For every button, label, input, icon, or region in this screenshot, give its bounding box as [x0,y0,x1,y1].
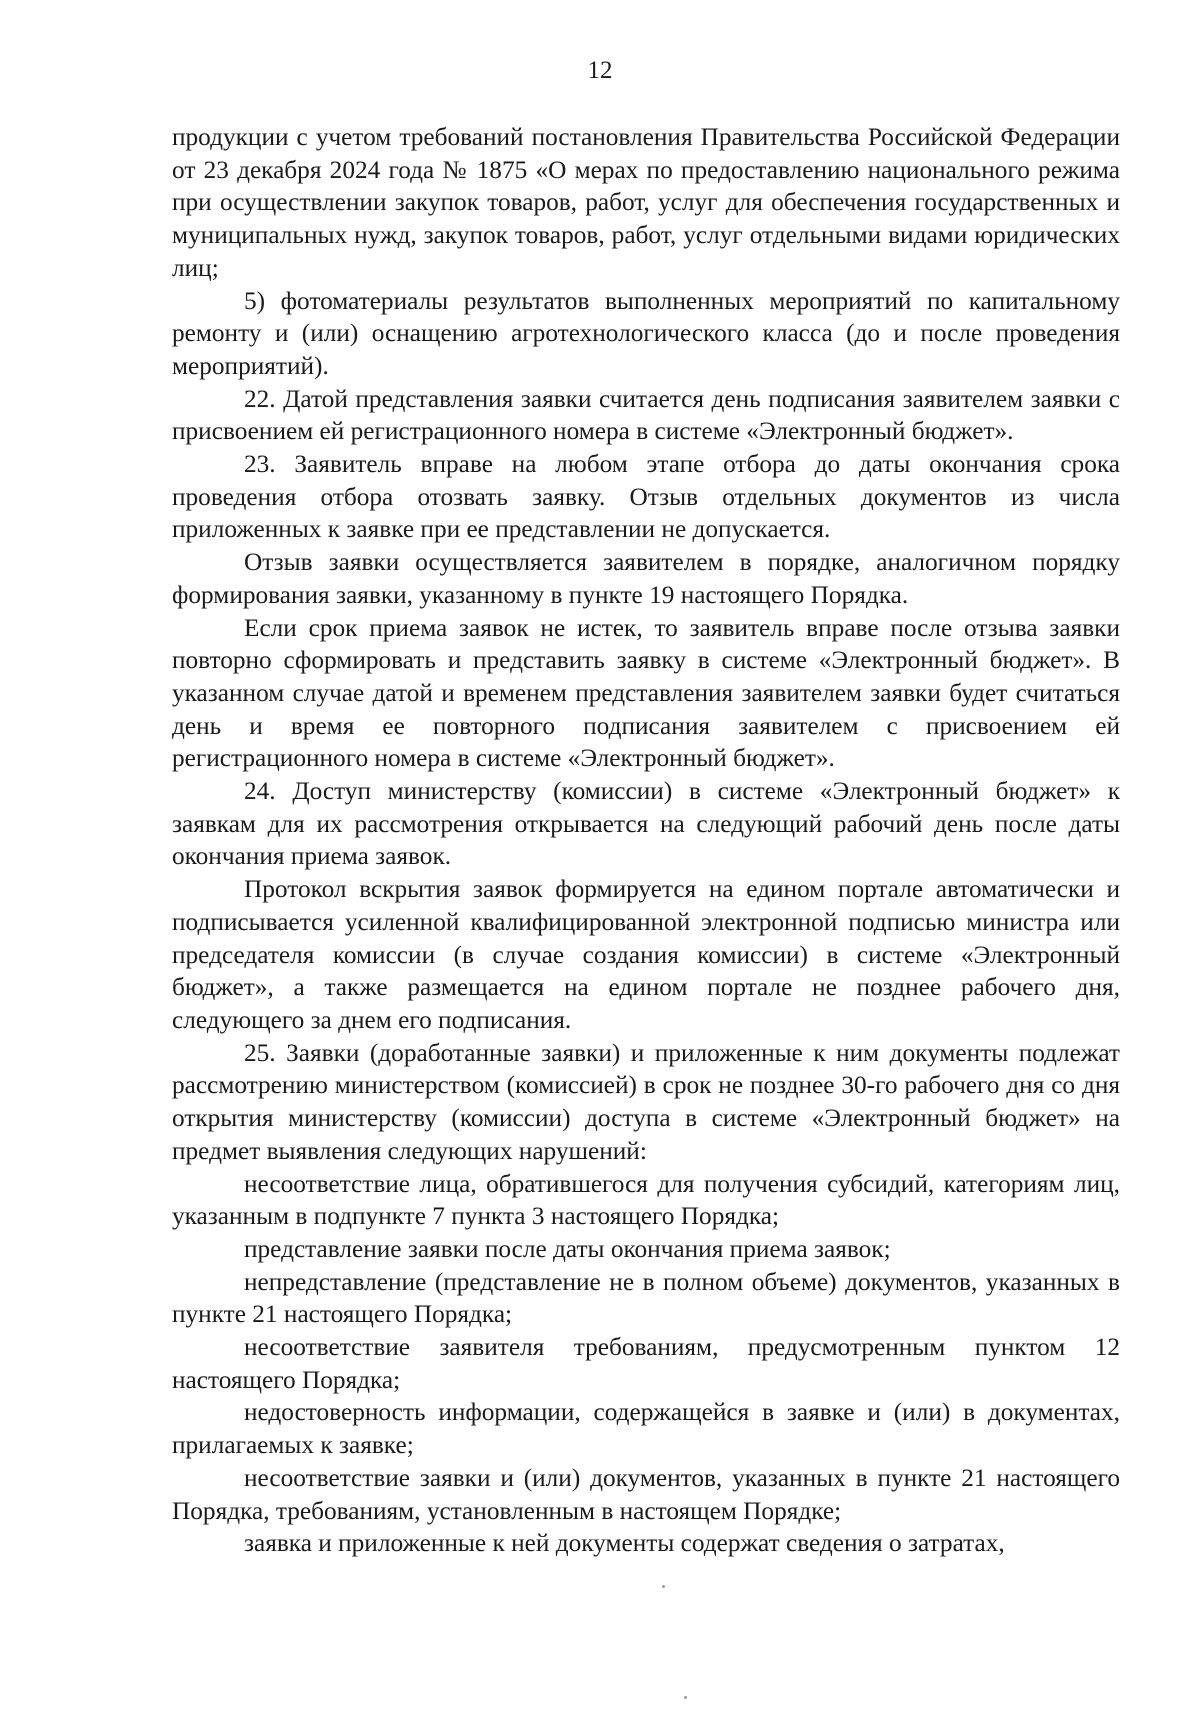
paragraph: 5) фотоматериалы результатов выполненных мероприятий по капитальному ремонту и (или) оснащению агротехнологического класса (до и после проведения мероприятий). [172,286,1120,380]
paragraph: несоответствие лица, обратившегося для получения субсидий, категориям лиц, указанным в подпункте 7 пункта 3 настоящего Порядка; [172,1169,1120,1231]
paragraph: Отзыв заявки осуществляется заявителем в порядке, аналогичном порядку формирования заявки, указанному в пункте 19 настоящего Порядка. [172,548,1120,609]
paragraph: 25. Заявки (доработанные заявки) и приложенные к ним документы подлежат рассмотрению министерством (комиссией) в срок не позднее 30-го рабочего дня со дня открытия министерству (комиссии) доступа в системе «Электронный бюджет» на предмет выявления следующих нарушений: [172,1038,1120,1165]
paragraph: несоответствие заявителя требованиям, предусмотренным пунктом 12 настоящего Порядка; [172,1333,1120,1394]
paragraph: Протокол вскрытия заявок формируется на едином портале автоматически и подписывается усиленной квалифицированной электронной подписью министра или председателя комиссии (в случае создания комиссии) в системе «Электронный бюджет», а также размещается на едином портале не позднее рабочего дня, следующего за днем его подписания. [172,875,1120,1034]
scan-speck [662,1585,665,1588]
paragraph: недостоверность информации, содержащейся в заявке и (или) в документах, прилагаемых к заявке; [172,1398,1120,1460]
paragraph: 24. Доступ министерству (комиссии) в системе «Электронный бюджет» к заявкам для их рассмотрения открывается на следующий рабочий день после даты окончания приема заявок. [172,777,1120,871]
paragraph: представление заявки после даты окончания приема заявок; [244,1234,891,1263]
document-body [172,121,1120,1560]
paragraph: 22. Датой представления заявки считается день подписания заявителем заявки с присвоением ей регистрационного номера в системе «Электронный бюджет». [172,384,1120,446]
paragraph: заявка и приложенные к ней документы содержат сведения о затратах, [244,1529,1005,1558]
paragraph: 23. Заявитель вправе на любом этапе отбора до даты окончания срока проведения отбора отозвать заявку. Отзыв отдельных документов из числа приложенных к заявке при ее представлении не допускается. [172,450,1120,544]
paragraph: Если срок приема заявок не истек, то заявитель вправе после отзыва заявки повторно сформировать и представить заявку в системе «Электронный бюджет». В указанном случае датой и временем представления заявителем заявки будет считаться день и время ее повторного подписания заявителем с присвоением ей регистрационного номера в системе «Электронный бюджет». [172,613,1120,773]
page-number: 12 [587,57,613,84]
paragraph: несоответствие заявки и (или) документов, указанных в пункте 21 настоящего Порядка, требованиям, установленным в настоящем Порядке; [172,1463,1120,1525]
scan-speck [684,1696,687,1699]
paragraph: непредставление (представление не в полном объеме) документов, указанных в пункте 21 настоящего Порядка; [172,1267,1120,1329]
paragraph: продукции с учетом требований постановления Правительства Российской Федерации от 23 декабря 2024 года № 1875 «О мерах по предоставлению национального режима при осуществлении закупок товаров, работ, услуг для обеспечения государственных и муниципальных нужд, закупок товаров, работ, услуг отдельными видами юридических лиц; [172,123,1120,282]
